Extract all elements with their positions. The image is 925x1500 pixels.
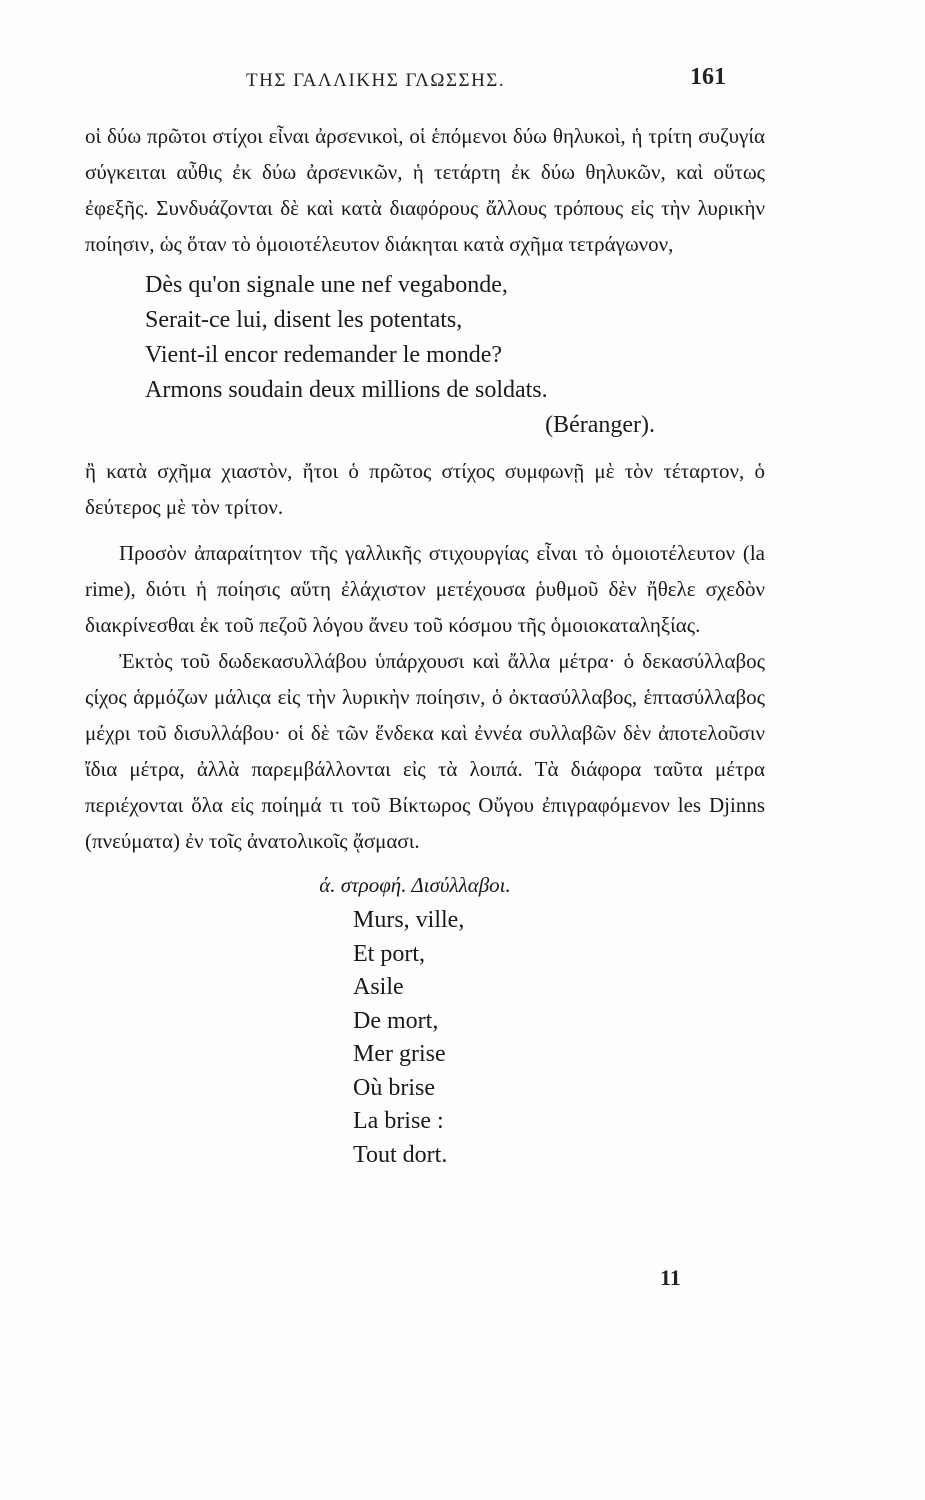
verse-line: La brise : — [353, 1108, 444, 1134]
verse-line: Dès qu'on signale une nef vegabonde, — [145, 272, 508, 298]
verse-line: Mer grise — [353, 1041, 446, 1067]
verse-line: De mort, — [353, 1007, 439, 1034]
beranger-quote — [145, 268, 765, 443]
page-number: 161 — [690, 64, 726, 90]
verse-line: Asile — [353, 974, 404, 1000]
paragraph-3: Προσὸν ἀπαραίτητον τῆς γαλλικῆς στιχουργίας εἶναι τὸ ὁμοιοτέλευτον (la rime), διότι ἡ ποίησις αὕτη ἐλάχιστον μετέχουσα ῥυθμοῦ δὲν ἤθελε σχεδὸν διακρίνεσθαι ἐκ τοῦ πεζοῦ λόγου ἄνευ τοῦ κόσμου τῆς ὁμοιοκαταληξίας. — [85, 541, 765, 637]
verse-line: Où brise — [353, 1074, 435, 1101]
paragraph-2: ἢ κατὰ σχῆμα χιαστὸν, ἤτοι ὁ πρῶτος στίχος συμφωνῇ μὲ τὸν τέταρτον, ὁ δεύτερος μὲ τὸν τρίτον. — [85, 459, 765, 519]
djinns-stanza — [353, 904, 765, 1172]
verse-line: Murs, ville, — [353, 907, 465, 933]
verse-line: Serait-ce lui, disent les potentats, — [145, 307, 463, 333]
running-title: ΤΗΣ ΓΑΛΛΙΚΗΣ ΓΛΩΣΣΗΣ. — [246, 70, 506, 91]
paragraph-1: οἱ δύω πρῶτοι στίχοι εἶναι ἀρσενικοὶ, οἱ ἑπόμενοι δύω θηλυκοὶ, ἡ τρίτη συζυγία σύγκειται αὖθις ἐκ δύω ἀρσενικῶν, ἡ τετάρτη ἐκ δύω θηλυκῶν, καὶ οὕτως ἐφεξῆς. Συνδυάζονται δὲ καὶ κατὰ διαφόρους ἄλλους τρόπους εἰς τὴν λυρικὴν ποίησιν, ὡς ὅταν τὸ ὁμοιοτέλευτον διάκηται κατὰ σχῆμα τετράγωνον, — [85, 124, 765, 256]
signature-mark: 11 — [660, 1265, 681, 1290]
verse-line: Et port, — [353, 940, 425, 967]
verse-line: Vient-il encor redemander le monde? — [145, 342, 503, 368]
verse-line: Tout dort. — [353, 1141, 448, 1168]
paragraph-4: Ἐκτὸς τοῦ δωδεκασυλλάβου ὑπάρχουσι καὶ ἄλλα μέτρα· ὁ δεκασύλλαβος ςίχος ἁρμόζων μάλιςα εἰς τὴν λυρικὴν ποίησιν, ὁ ὀκτασύλλαβος, ἑπτασύλλαβος μέχρι τοῦ δισυλλάβου· οἱ δὲ τῶν ἕνδεκα καὶ ἐννέα συλλαβῶν δὲν ἀποτελοῦσιν ἴδια μέτρα, ἀλλὰ παρεμβάλλονται εἰς τὰ λοιπά. Τὰ διάφορα ταῦτα μέτρα περιέχονται ὅλα εἰς ποίημά τι τοῦ Βίκτωρος Οὔγου ἐπιγραφόμενον les Djinns (πνεύματα) ἐν τοῖς ἀνατολικοῖς ᾄσμασι. — [85, 649, 765, 853]
verse-line: Armons soudain deux millions de soldats. — [145, 377, 548, 403]
page-body — [85, 118, 765, 1172]
stanza-heading: ά. στροφή. Δισύλλαβοι. — [319, 873, 511, 897]
quote-attribution: (Béranger). — [545, 412, 655, 438]
